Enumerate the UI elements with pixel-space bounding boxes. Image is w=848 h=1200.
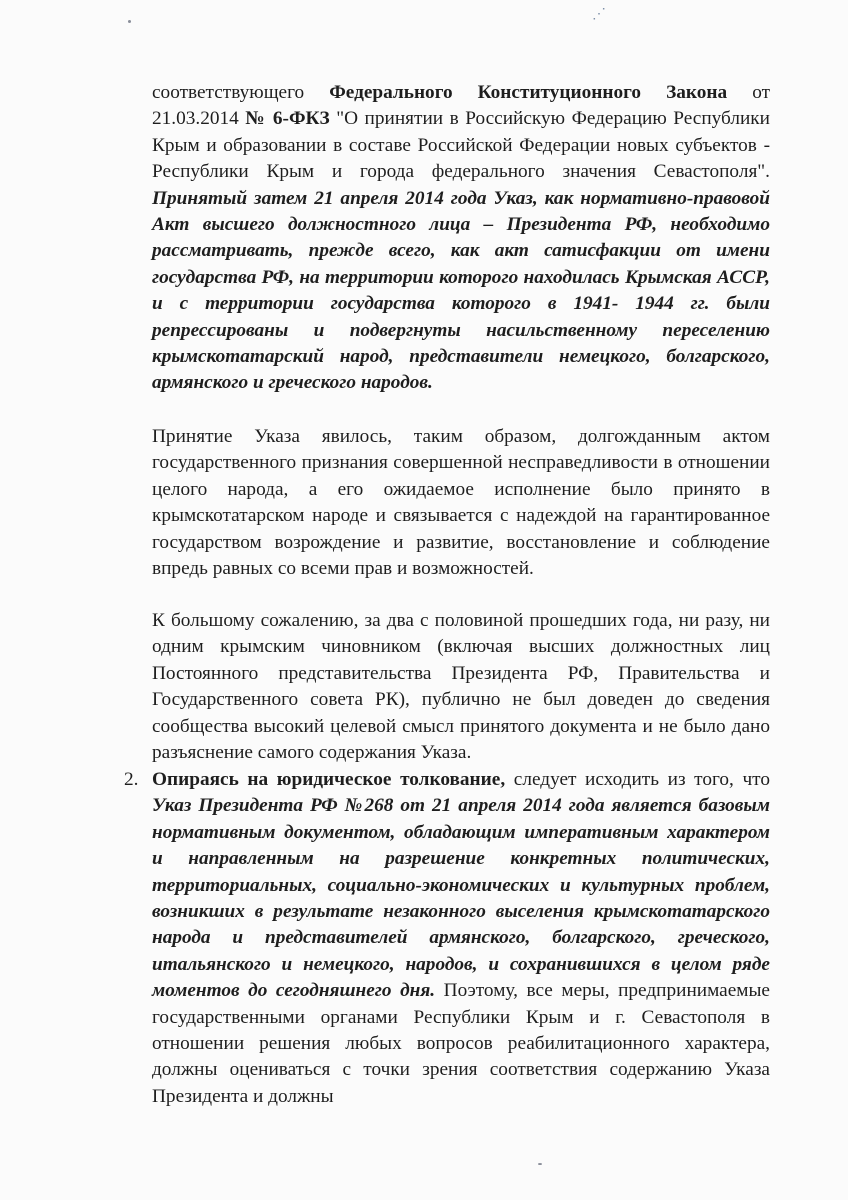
- law-number: № 6-ФКЗ: [245, 108, 330, 130]
- item-lead: Опираясь на юридическое толкование,: [152, 769, 506, 790]
- text-run: К большому сожалению, за два с половиной прошедших года, ни разу, ни одним крымским чиновником (включая высших должностных лиц Постоянного представительства Президента РФ, Правительства и Государственного совета РК), публично не был доведен до сведения сообщества высокий целевой смысл принятого документа и не было дано разъяснение самого содержания Указа.: [152, 610, 770, 764]
- law-title: Федерального Конституционного Закона: [329, 82, 728, 103]
- emphasis-text: Принятый затем 21 апреля 2014 года Указ, как нормативно-правовой Акт высшего должностного лица – Президента РФ, необходимо рассматривать, прежде всего, как акт сатисфакции от имени государства РФ, на территории которого находилась Крымская АССР, и с территории государства которого в 1941- 1944 гг. были репрессированы и подвергнуты насильственному переселению крымскотатарский народ, представители немецкого, болгарского, армянского и греческого народов.: [152, 187, 770, 394]
- list-item-2: [152, 767, 770, 1110]
- text-run: "О принятии в Российскую Федерацию Республики Крым и образовании в составе Российской Федерации новых субъектов - Республики Крым и города федерального значения Севастополя".: [152, 108, 770, 183]
- paragraph-1: [152, 80, 770, 397]
- scan-speck: [538, 1163, 542, 1165]
- scan-mark: ⋰: [592, 7, 606, 22]
- paragraph-2: [152, 424, 770, 582]
- list-item-number: 2.: [124, 769, 139, 790]
- emphasis-text: Указ Президента РФ №268 от 21 апреля 2014 года является базовым нормативным документом, обладающим императивным характером и направленным на разрешение конкретных политических, территориальных, социально-экономических и культурных проблем, возникших в результате незаконного выселения крымскотатарского народа и представителей армянского, болгарского, греческого, итальянского и немецкого, народов, и сохранившихся в целом ряде моментов до сегодняшнего дня.: [152, 795, 770, 1002]
- paragraph-3: [152, 608, 770, 766]
- scan-speck: [128, 20, 131, 23]
- text-run: Принятие Указа явилось, таким образом, долгожданным актом государственного признания совершенной несправедливости в отношении целого народа, а его ожидаемое исполнение было принято в крымскотатарском народе и связывается с надеждой на гарантированное государством возрождение и развитие, восстановление и соблюдение впредь равных со всеми прав и возможностей.: [152, 426, 770, 580]
- text-run: Поэтому, все меры, предпринимаемые государственными органами Республики Крым и г. Севастополя в отношении решения любых вопросов реабилитационного характера, должны оцениваться с точки зрения соответствия содержанию Указа Президента и должны: [152, 980, 770, 1107]
- text-run: соответствующего: [152, 82, 330, 103]
- text-run: следует исходить из того, что: [505, 769, 770, 790]
- text-run: от 21.03.2014: [152, 82, 771, 130]
